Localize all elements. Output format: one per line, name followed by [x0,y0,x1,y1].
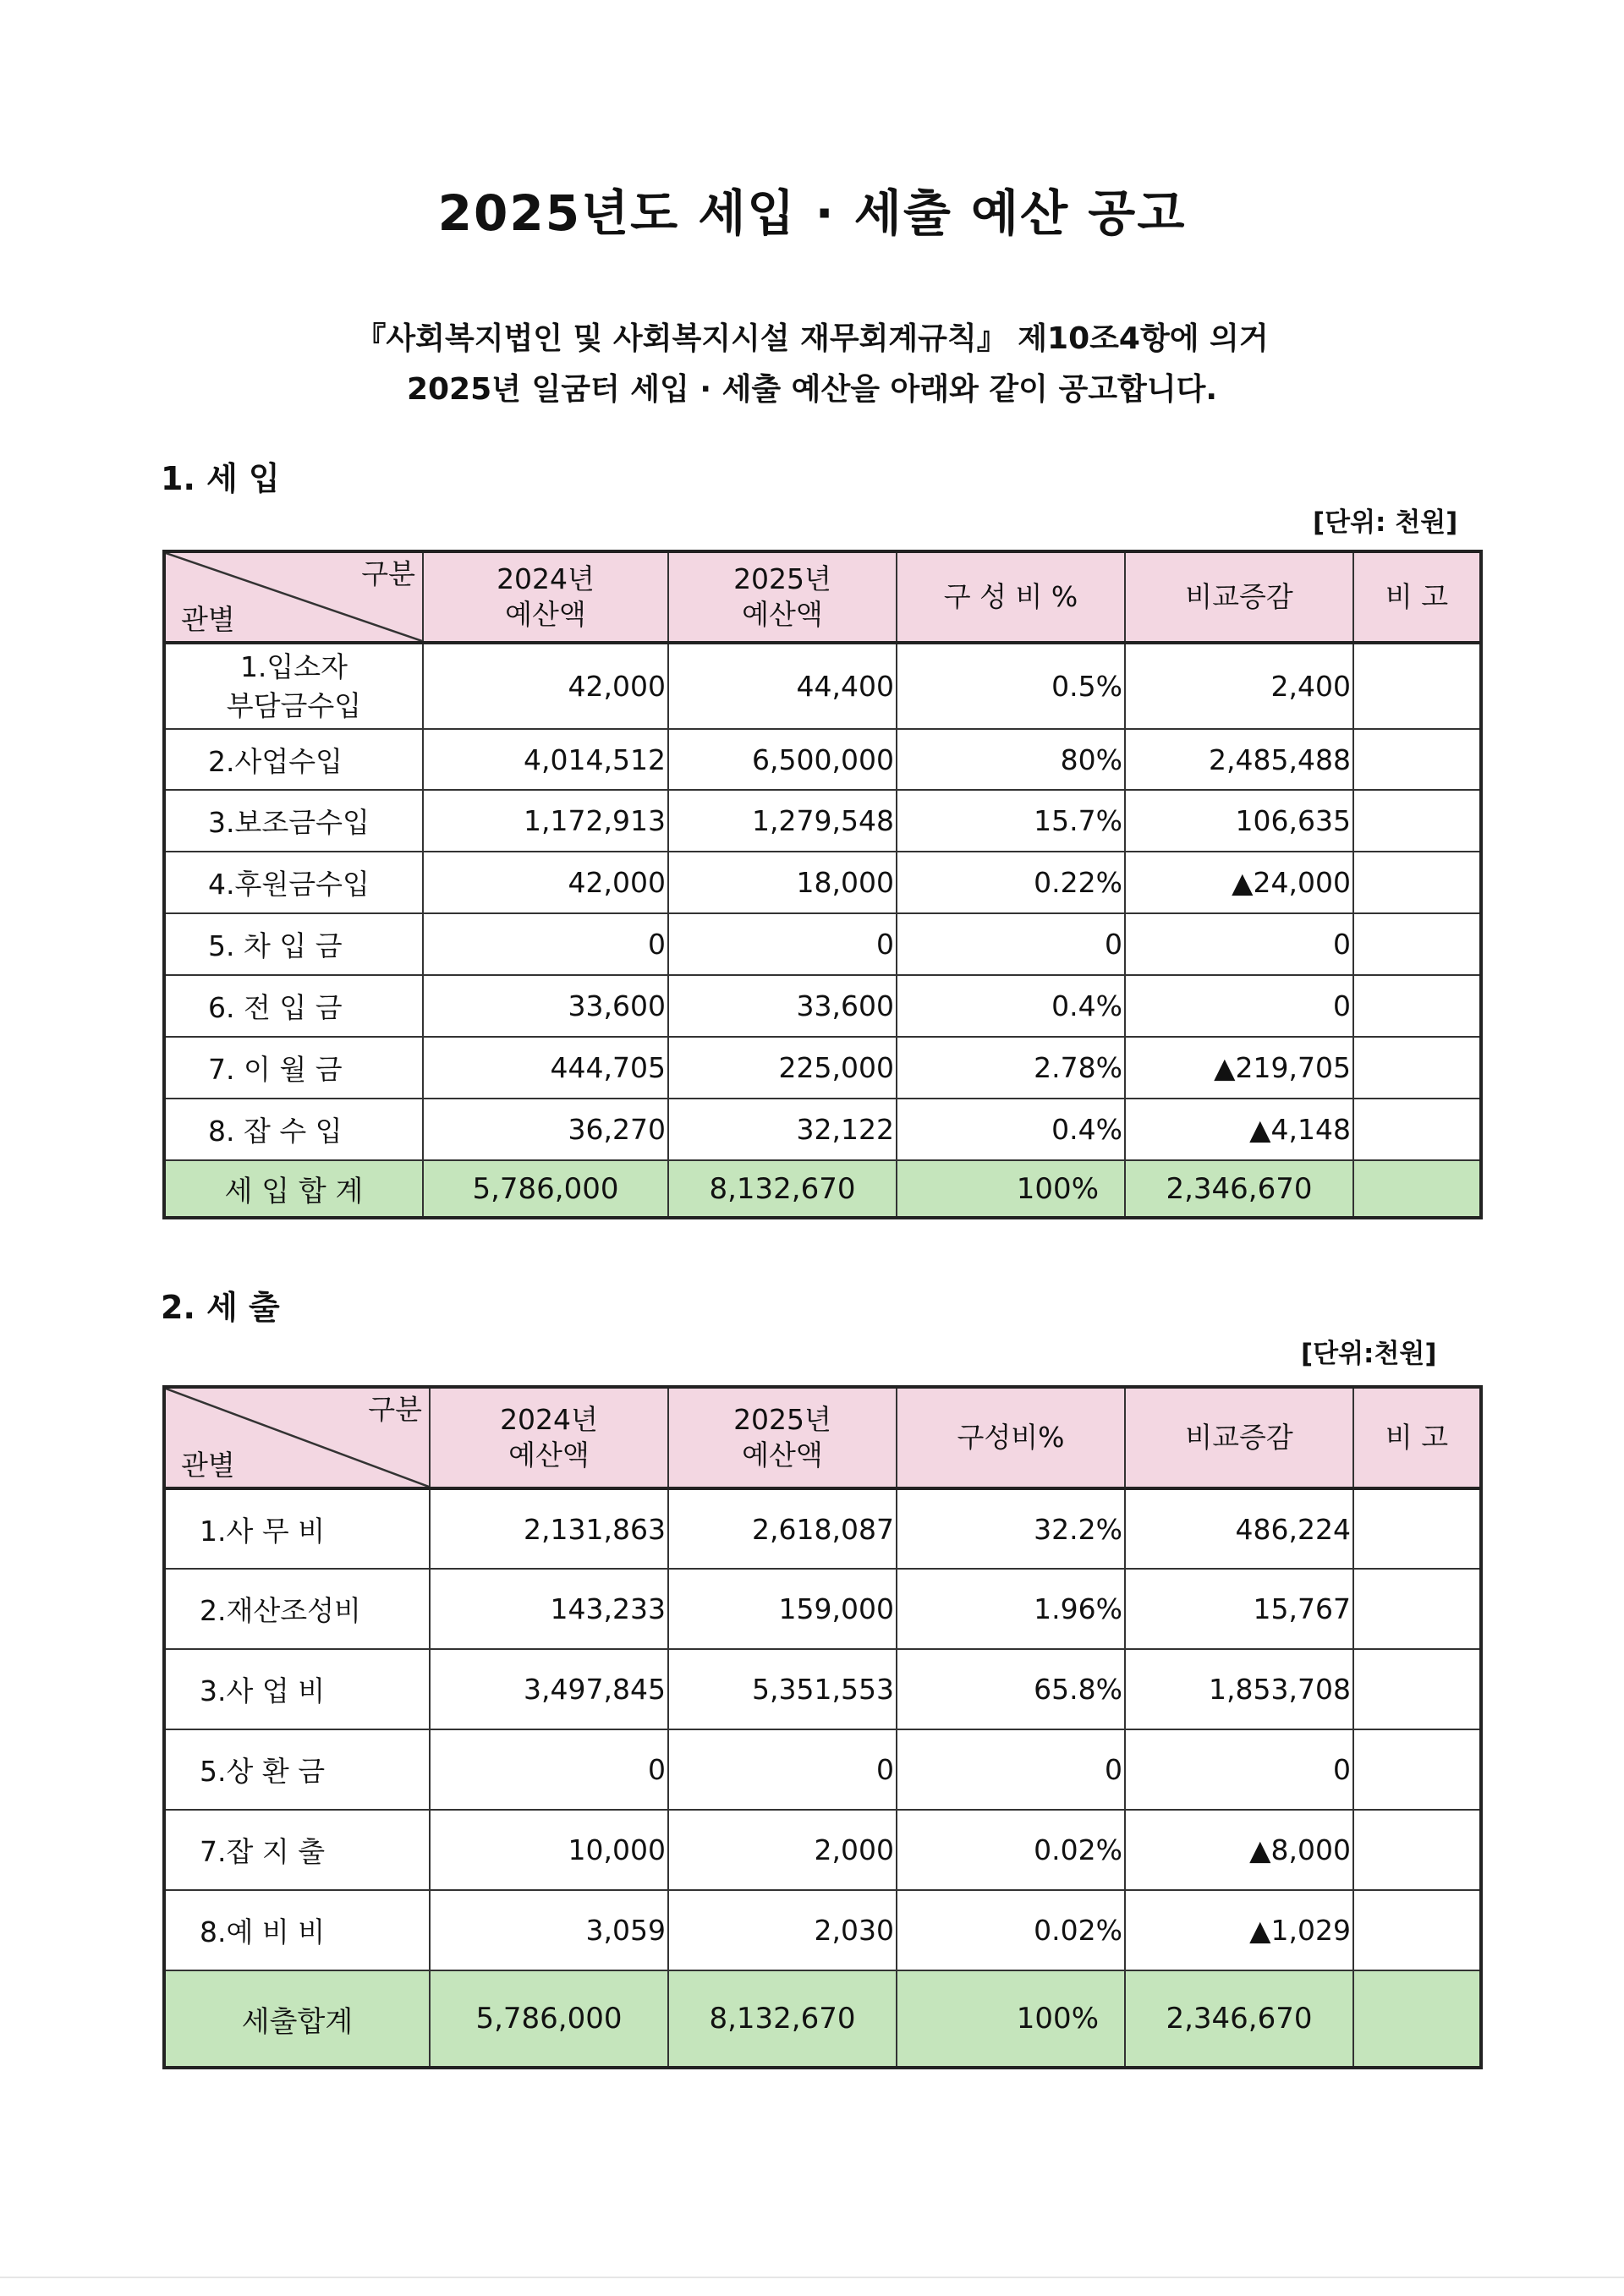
cell-2025: 33,600 [668,975,897,1037]
revenue-header-category [164,551,423,643]
table-row [164,1099,1481,1160]
cell-2025: 32,122 [668,1099,897,1160]
cell-ratio: 2.78% [897,1037,1125,1099]
cell-2025: 0 [668,913,897,975]
cell-change: ▲24,000 [1125,852,1353,913]
cell-change: ▲8,000 [1125,1810,1353,1890]
row-name: 2.사업수입 [164,729,423,790]
cell-2025: 159,000 [668,1569,897,1649]
cell-note [1353,1649,1481,1729]
revenue-table [162,550,1483,1219]
expense-total-row [164,1970,1481,2068]
expense-header-change: 비교증감 [1125,1387,1353,1488]
row-name: 4.후원금수입 [164,852,423,913]
cell-change: ▲219,705 [1125,1037,1353,1099]
table-row [164,852,1481,913]
cell-ratio: 0 [897,1729,1125,1810]
table-row [164,1488,1481,1569]
cell-2024: 0 [430,1729,668,1810]
scan-edge-line [0,2277,1624,2278]
row-name: 5.상 환 금 [164,1729,430,1810]
total-note [1353,1160,1481,1218]
expense-header-note: 비 고 [1353,1387,1481,1488]
cell-ratio: 15.7% [897,790,1125,852]
row-name: 3.사 업 비 [164,1649,430,1729]
cell-note [1353,852,1481,913]
revenue-header-change: 비교증감 [1125,551,1353,643]
cell-2024: 36,270 [423,1099,668,1160]
cell-note [1353,1037,1481,1099]
cell-2025: 2,030 [668,1890,897,1970]
row-name: 7. 이 월 금 [164,1037,423,1099]
cell-2025: 6,500,000 [668,729,897,790]
row-name: 1.입소자 부담금수입 [164,643,423,729]
cell-change: 0 [1125,913,1353,975]
cell-note [1353,1890,1481,1970]
cell-2024: 1,172,913 [423,790,668,852]
total-2025: 8,132,670 [668,1160,897,1218]
cell-change: 486,224 [1125,1488,1353,1569]
cell-ratio: 1.96% [897,1569,1125,1649]
cell-note [1353,729,1481,790]
cell-ratio: 0 [897,913,1125,975]
total-2025: 8,132,670 [668,1970,897,2068]
cell-change: 2,485,488 [1125,729,1353,790]
cell-note [1353,643,1481,729]
cell-2025: 5,351,553 [668,1649,897,1729]
cell-2025: 18,000 [668,852,897,913]
cell-note [1353,1729,1481,1810]
cell-change: 2,400 [1125,643,1353,729]
expense-section-title: 2. 세 출 [161,1289,280,1326]
cell-change: ▲4,148 [1125,1099,1353,1160]
cell-change: 15,767 [1125,1569,1353,1649]
cell-2024: 33,600 [423,975,668,1037]
cell-ratio: 80% [897,729,1125,790]
table-row [164,1890,1481,1970]
revenue-header-2024: 2024년 예산액 [423,551,668,643]
row-name: 3.보조금수입 [164,790,423,852]
table-row [164,1649,1481,1729]
row-name: 6. 전 입 금 [164,975,423,1037]
cell-2024: 42,000 [423,643,668,729]
cell-change: 106,635 [1125,790,1353,852]
table-row [164,913,1481,975]
row-name: 8.예 비 비 [164,1890,430,1970]
table-row [164,790,1481,852]
cell-2025: 1,279,548 [668,790,897,852]
total-ratio: 100% [897,1970,1125,2068]
revenue-header-2025: 2025년 예산액 [668,551,897,643]
total-label: 세출합계 [164,1970,430,2068]
cell-2024: 444,705 [423,1037,668,1099]
cell-note [1353,1569,1481,1649]
cell-2024: 2,131,863 [430,1488,668,1569]
cell-2025: 0 [668,1729,897,1810]
table-row [164,1569,1481,1649]
cell-ratio: 0.02% [897,1810,1125,1890]
cell-note [1353,975,1481,1037]
diag-bottom-label: 관별 [181,1449,235,1482]
page-title: 2025년도 세입 · 세출 예산 공고 [437,184,1187,242]
expense-unit-label: [단위:천원] [1301,1339,1437,1369]
diag-top-label: 구분 [368,1393,422,1426]
revenue-header-note: 비 고 [1353,551,1481,643]
cell-ratio: 65.8% [897,1649,1125,1729]
cell-ratio: 0.4% [897,1099,1125,1160]
total-ratio: 100% [897,1160,1125,1218]
table-row [164,975,1481,1037]
intro-line-2: 2025년 일굼터 세입 · 세출 예산을 아래와 같이 공고합니다. [406,372,1218,407]
cell-2024: 3,059 [430,1890,668,1970]
row-name: 8. 잡 수 입 [164,1099,423,1160]
revenue-section-title: 1. 세 입 [161,460,280,497]
cell-change: 0 [1125,1729,1353,1810]
total-2024: 5,786,000 [430,1970,668,2068]
cell-note [1353,913,1481,975]
row-name: 1.사 무 비 [164,1488,430,1569]
revenue-total-row [164,1160,1481,1218]
total-change: 2,346,670 [1125,1970,1353,2068]
cell-2025: 2,000 [668,1810,897,1890]
total-change: 2,346,670 [1125,1160,1353,1218]
cell-change: ▲1,029 [1125,1890,1353,1970]
cell-note [1353,1099,1481,1160]
row-name: 7.잡 지 출 [164,1810,430,1890]
revenue-unit-label: [단위: 천원] [1313,507,1458,538]
cell-change: 0 [1125,975,1353,1037]
cell-note [1353,1810,1481,1890]
cell-change: 1,853,708 [1125,1649,1353,1729]
cell-ratio: 0.22% [897,852,1125,913]
cell-2025: 2,618,087 [668,1488,897,1569]
table-row [164,729,1481,790]
total-2024: 5,786,000 [423,1160,668,1218]
table-row [164,643,1481,729]
intro-line-1: 『사회복지법인 및 사회복지시설 재무회계규칙』 제10조4항에 의거 [355,321,1269,356]
table-row [164,1810,1481,1890]
cell-ratio: 0.4% [897,975,1125,1037]
cell-2024: 4,014,512 [423,729,668,790]
revenue-header-ratio: 구 성 비 % [897,551,1125,643]
cell-2024: 0 [423,913,668,975]
revenue-header-row [164,551,1481,643]
table-row [164,1729,1481,1810]
table-row [164,1037,1481,1099]
cell-2024: 3,497,845 [430,1649,668,1729]
expense-header-ratio: 구성비% [897,1387,1125,1488]
expense-header-row [164,1387,1481,1488]
total-note [1353,1970,1481,2068]
diag-top-label: 구분 [361,557,415,590]
cell-note [1353,1488,1481,1569]
expense-header-category [164,1387,430,1488]
cell-2025: 225,000 [668,1037,897,1099]
total-label: 세 입 합 계 [164,1160,423,1218]
expense-header-2025: 2025년 예산액 [668,1387,897,1488]
cell-note [1353,790,1481,852]
cell-ratio: 32.2% [897,1488,1125,1569]
cell-ratio: 0.02% [897,1890,1125,1970]
cell-ratio: 0.5% [897,643,1125,729]
expense-header-2024: 2024년 예산액 [430,1387,668,1488]
diag-bottom-label: 관별 [181,603,235,636]
cell-2025: 44,400 [668,643,897,729]
expense-table [162,1385,1483,2069]
row-name: 5. 차 입 금 [164,913,423,975]
cell-2024: 143,233 [430,1569,668,1649]
cell-2024: 10,000 [430,1810,668,1890]
row-name: 2.재산조성비 [164,1569,430,1649]
cell-2024: 42,000 [423,852,668,913]
